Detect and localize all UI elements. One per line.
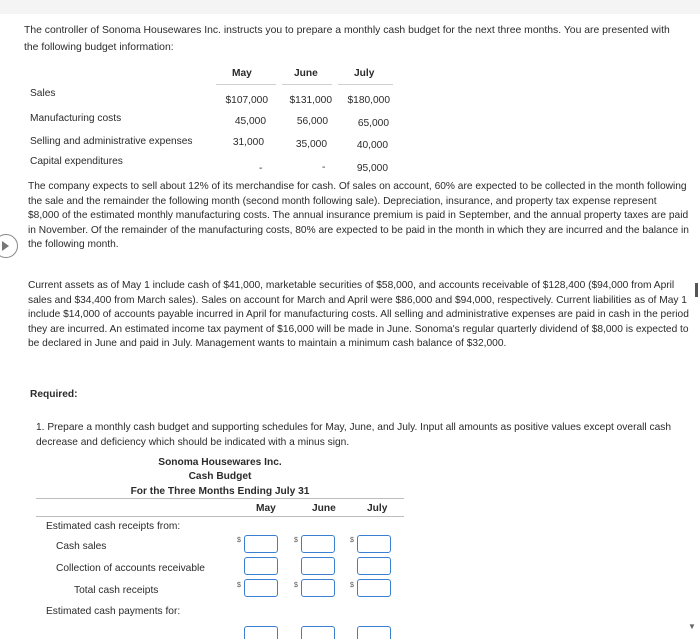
company-name: Sonoma Housewares Inc. [158,457,282,468]
capital-may: - [259,163,263,174]
instruction-text: 1. Prepare a monthly cash budget and supporting schedules for May, June, and July. Input all amounts as positive values except overall cash decrease and deficiency which should be indicated with a minus sign. [36,422,672,448]
row-label-selling-admin: Selling and administrative expenses [30,136,193,147]
manufacturing-june: 56,000 [296,116,328,127]
currency-symbol: $ [294,537,298,544]
currency-symbol: $ [237,537,241,544]
capital-july: 95,000 [356,163,388,174]
total-receipts-june-input[interactable] [301,579,335,597]
col-header-may: May [232,68,252,79]
header-underline [282,84,332,85]
previous-arrow-icon[interactable] [0,234,18,258]
budget-title: Cash Budget [188,471,252,482]
collections-july-input[interactable] [357,557,391,575]
manufacturing-may: 45,000 [234,116,266,127]
currency-symbol: $ [350,537,354,544]
currency-symbol: $ [237,582,241,589]
col-header-june: June [294,68,318,79]
scroll-down-arrow-icon[interactable]: ▼ [688,622,696,631]
cash-sales-label: Cash sales [56,541,107,552]
budget-divider [36,498,404,499]
row-label-manufacturing: Manufacturing costs [30,113,122,124]
sales-may: $107,000 [225,95,268,106]
manufacturing-july: 65,000 [357,118,389,129]
scroll-marker [695,283,698,297]
cash-sales-june-input[interactable] [301,535,335,553]
selling-admin-july: 40,000 [356,140,388,151]
required-label: Required: [30,389,78,400]
budget-col-july: July [367,503,388,514]
payments-header: Estimated cash payments for: [46,606,181,617]
currency-symbol: $ [294,582,298,589]
sales-june: $131,000 [289,95,332,106]
currency-symbol: $ [350,582,354,589]
cash-sales-july-input[interactable] [357,535,391,553]
top-bar [0,0,700,14]
col-header-july: July [354,68,375,79]
cash-sales-may-input[interactable] [244,535,278,553]
collections-label: Collection of accounts receivable [56,563,205,574]
header-underline [216,84,276,85]
budget-period: For the Three Months Ending July 31 [130,486,310,497]
total-receipts-may-input[interactable] [244,579,278,597]
row-label-capital: Capital expenditures [30,156,123,167]
collections-june-input[interactable] [301,557,335,575]
capital-june: - [322,162,326,173]
budget-col-may: May [256,503,276,514]
balances-paragraph: Current assets as of May 1 include cash of $41,000, marketable securities of $58,000, and accounts receivable of $128,400 ($94,000 from April sales and $34,400 from March sales). Sales on account for March and April were $86,000 and $94,000, respectively. Current liabilities as of May 1 include $14,000 of accounts payable incurred in April for manufacturing costs. All selling and administrative expenses are paid in cash in the period they are incurred. An estimated income tax payment of $16,000 will be made in June. Sonoma's regular quarterly dividend of $8,000 is expected to be declared in June and paid in July. Management wants to maintain a minimum cash balance of $32,000. [28,280,689,350]
budget-divider [36,516,404,517]
selling-admin-may: 31,000 [232,137,264,148]
problem-intro: The controller of Sonoma Housewares Inc. instructs you to prepare a monthly cash budget for the next three months. You are presented with the following budget information: [24,25,670,53]
payments-may-input[interactable] [244,626,278,639]
total-receipts-july-input[interactable] [357,579,391,597]
budget-col-june: June [312,503,336,514]
receipts-header: Estimated cash receipts from: [46,521,181,532]
selling-admin-june: 35,000 [295,139,327,150]
row-label-sales: Sales [30,88,56,99]
payments-june-input[interactable] [301,626,335,639]
payments-july-input[interactable] [357,626,391,639]
total-receipts-label: Total cash receipts [74,585,159,596]
sales-july: $180,000 [347,95,390,106]
collections-may-input[interactable] [244,557,278,575]
header-underline [338,84,393,85]
assumptions-paragraph: The company expects to sell about 12% of its merchandise for cash. Of sales on account, 60% are expected to be collected in the month following the sale and the remainder the following month (second month following sale). Depreciation, insurance, and property tax expense represent $8,000 of the estimated monthly manufacturing costs. The annual insurance premium is paid in September, and the annual property taxes are paid in November. Of the remainder of the manufacturing costs, 80% are expected to be paid in the month in which they are incurred and the balance in the following month. [28,181,689,251]
